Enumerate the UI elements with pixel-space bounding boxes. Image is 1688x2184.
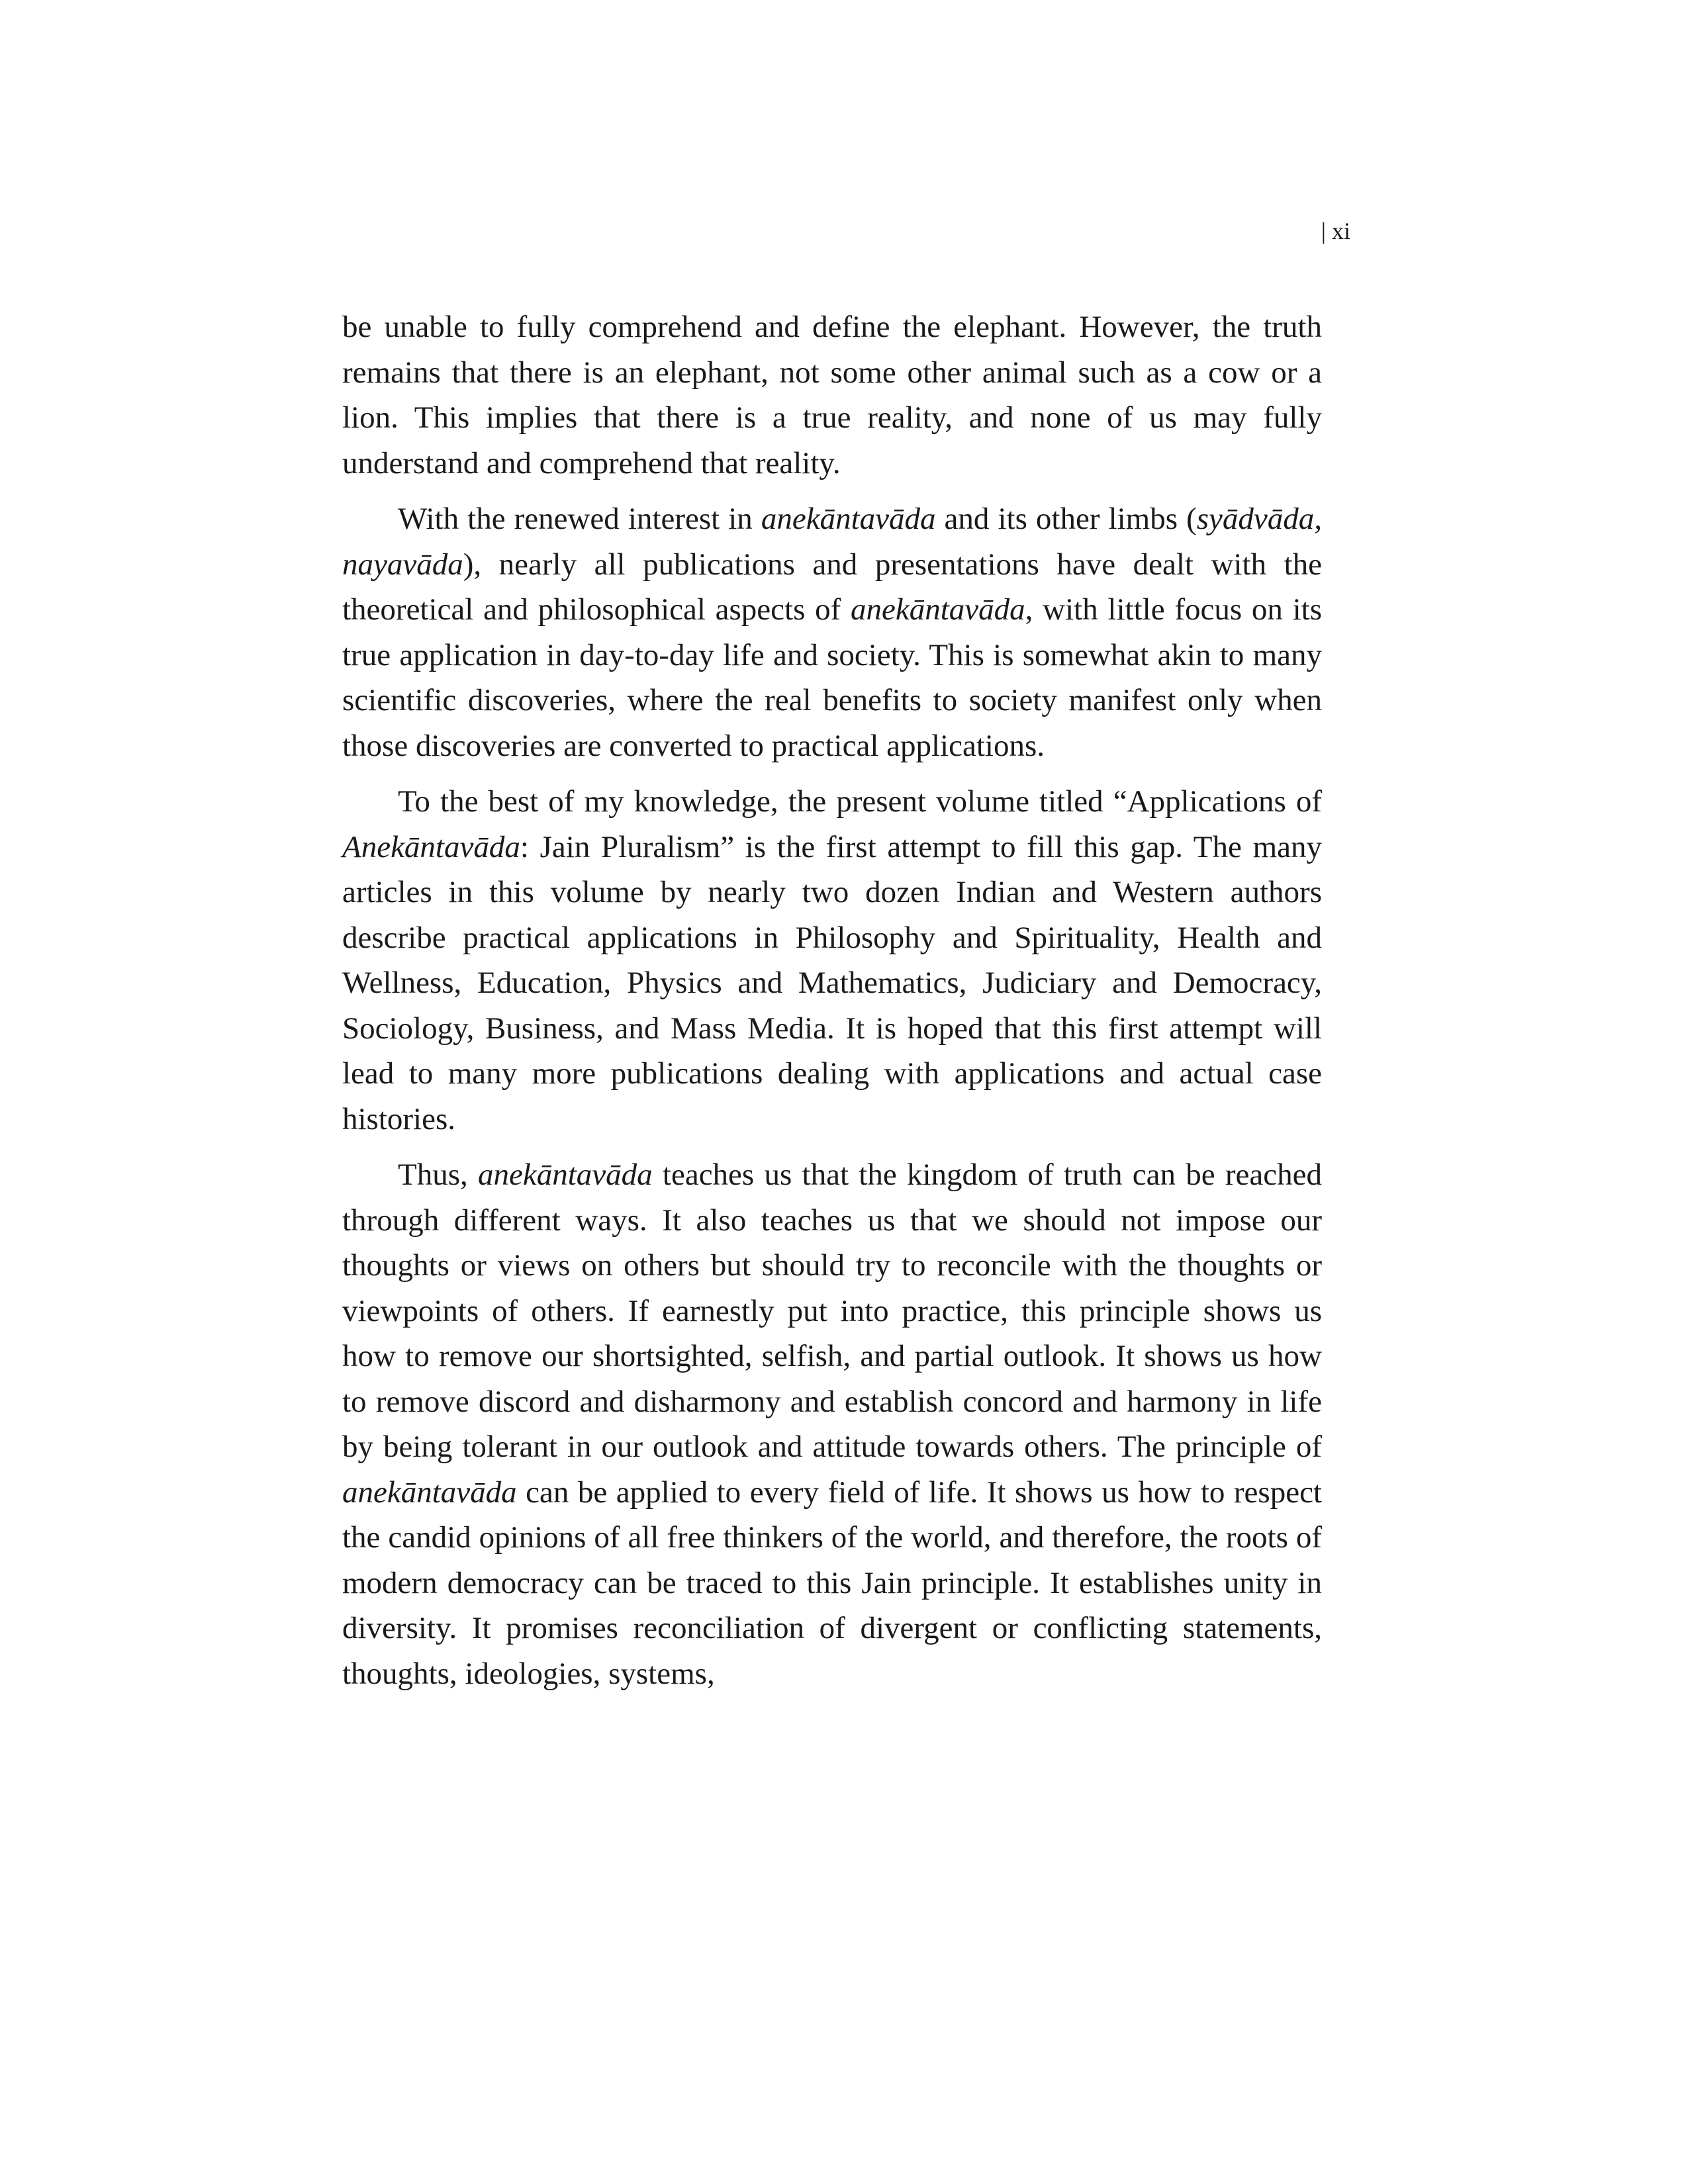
paragraph [342,304,1322,486]
text-run: : Jain Pluralism” is the first attempt to fill this gap. The many articles in this volume by nearly two dozen Indian and Western authors describe practical applications in Philosophy and Spirituality, Health and Wellness, Education, Physics and Mathematics, Judiciary and Democracy, Sociology, Business, and Mass Media. It is hoped that this first attempt will lead to many more publications dealing with applications and actual case histories. [342,829,1322,1136]
italic-term: anekāntavāda [851,592,1025,627]
paragraph [342,1152,1322,1696]
text-run: ), nearly all publications and presentations have dealt with the theoretical and philosophical aspects of [342,547,1322,627]
paragraph [342,496,1322,768]
text-run: and its other limbs ( [935,502,1197,536]
page-number: | xi [1321,218,1350,244]
body-text [342,304,1322,1707]
italic-term: syādvāda, nayavāda [342,502,1322,582]
italic-term: Anekāntavāda [342,829,520,864]
italic-term: anekāntavāda [478,1158,653,1192]
text-run: be unable to fully comprehend and define the elephant. However, the truth remains that there is an elephant, not some other animal such as a cow or a lion. This implies that there is a true reality, and none of us may fully understand and comprehend that reality. [342,310,1322,480]
text-run: can be applied to every field of life. It shows us how to respect the candid opinions of all free thinkers of the world, and therefore, the roots of modern democracy can be traced to this Jain principle. It establishes unity in diversity. It promises reconciliation of divergent or conflicting statements, thoughts, ideologies, systems, [342,1475,1322,1691]
italic-term: anekāntavāda [761,502,936,536]
text-run: With the renewed interest in [398,502,761,536]
text-run: , with little focus on its true application in day-to-day life and society. This is somewhat akin to many scientific discoveries, where the real benefits to society manifest only when those discoveries are converted to practical applications. [342,592,1322,763]
paragraph [342,779,1322,1142]
italic-term: anekāntavāda [342,1475,517,1510]
text-run: Thus, [398,1158,479,1192]
text-run: teaches us that the kingdom of truth can be reached through different ways. It also teaches us that we should not impose our thoughts or views on others but should try to reconcile with the thoughts or viewpoints of others. If earnestly put into practice, this principle shows us how to remove our shortsighted, selfish, and partial outlook. It shows us how to remove discord and disharmony and establish concord and harmony in life by being tolerant in our outlook and attitude towards others. The principle of [342,1158,1322,1464]
text-run: To the best of my knowledge, the present volume titled “Applications of [398,784,1322,819]
